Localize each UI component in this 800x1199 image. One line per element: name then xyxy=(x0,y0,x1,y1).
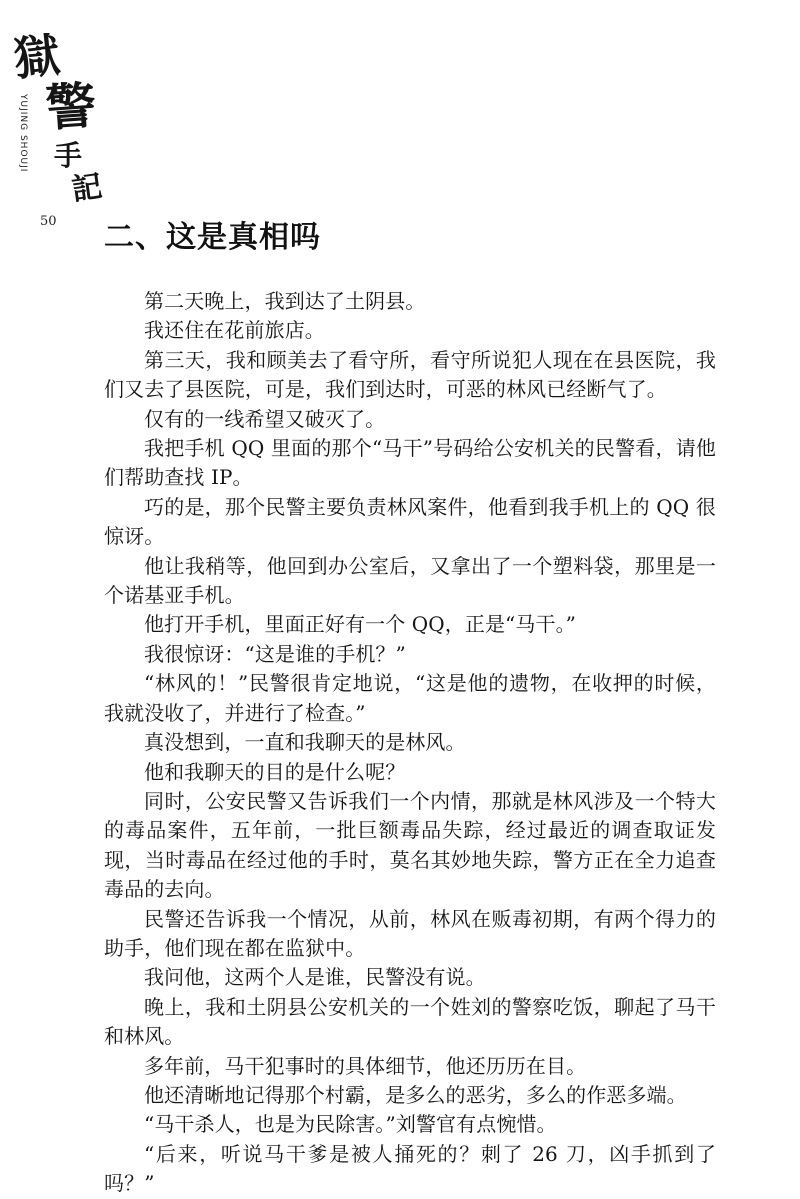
logo-char-2: 警 xyxy=(43,75,98,138)
paragraph: 巧的是，那个民警主要负责林风案件，他看到我手机上的 QQ 很惊讶。 xyxy=(104,494,716,549)
paragraph: 第二天晚上，我到达了土阴县。 xyxy=(144,289,426,313)
logo-char-1: 獄 xyxy=(11,27,63,87)
paragraph: 多年前，马干犯事时的具体细节，他还历历在目。 xyxy=(144,1053,587,1078)
paragraph: 他和我聊天的目的是什么呢？ xyxy=(144,759,406,784)
paragraph: “后来，听说马干爹是被人捅死的？刺了 26 刀，凶手抓到了吗？” xyxy=(104,1141,716,1196)
paragraph: “林风的！”民警很肯定地说，“这是他的遗物，在收押的时候，我就没收了，并进行了检查。” xyxy=(104,671,716,725)
paragraph: 他还清晰地记得那个村霸，是多么的恶劣，多么的作恶多端。 xyxy=(144,1082,687,1107)
paragraph: 真没想到，一直和我聊天的是林风。 xyxy=(144,730,466,755)
paragraph: 他打开手机，里面正好有一个 QQ，正是“马干。” xyxy=(144,612,576,637)
paragraph: 我把手机 QQ 里面的那个“马干”号码给公安机关的民警看，请他们帮助查找 IP。 xyxy=(104,436,716,490)
paragraph: 民警还告诉我一个情况，从前，林风在贩毒初期，有两个得力的助手，他们现在都在监狱中。 xyxy=(104,906,716,960)
paragraph: 同时，公安民警又告诉我们一个内情，那就是林风涉及一个特大的毒品案件，五年前，一批巨额毒品失踪，经过最近的调查取证发现，当时毒品在经过他的手时，莫名其妙地失踪，警方正在全力追查毒品的去向。 xyxy=(104,788,716,902)
paragraph: 第三天，我和顾美去了看守所，看守所说犯人现在在县医院，我们又去了县医院，可是，我们到达时，可恶的林风已经断气了。 xyxy=(104,347,716,402)
logo-romanization: YUJING SHOUJI xyxy=(18,94,28,173)
paragraph: 他让我稍等，他回到办公室后，又拿出了一个塑料袋，那里是一个诺基亚手机。 xyxy=(104,553,716,608)
paragraph: 我很惊讶：“这是谁的手机？” xyxy=(144,641,406,666)
book-logo xyxy=(11,27,105,210)
paragraph: “马干杀人，也是为民除害。”刘警官有点惋惜。 xyxy=(144,1112,557,1137)
logo-char-3: 手 xyxy=(54,139,83,172)
paragraph: 我还住在花前旅店。 xyxy=(144,318,325,343)
paragraph: 仅有的一线希望又破灭了。 xyxy=(144,406,386,431)
page-number: 50 xyxy=(40,214,57,229)
logo-char-4: 記 xyxy=(69,169,105,208)
chapter-title: 二、这是真相吗 xyxy=(104,220,321,255)
paragraph: 我问他，这两个人是谁，民警没有说。 xyxy=(144,965,486,990)
paragraph: 晚上，我和土阴县公安机关的一个姓刘的警察吃饭，聊起了马干和林风。 xyxy=(104,994,716,1049)
body-text xyxy=(104,287,716,1199)
